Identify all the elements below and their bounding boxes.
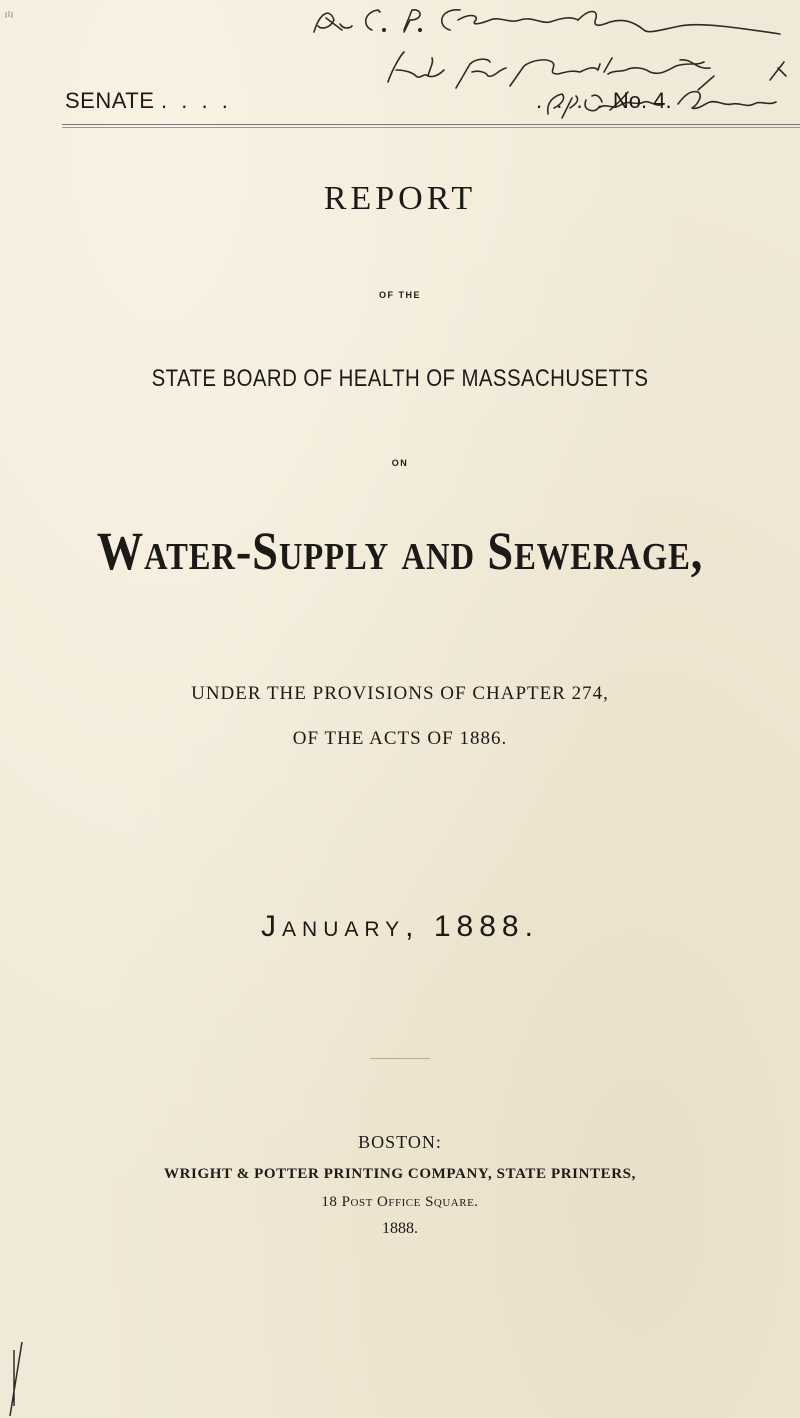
- header-rule-secondary: [62, 127, 800, 128]
- chamber-label: [65, 88, 232, 114]
- chamber-dots: . . . .: [161, 88, 232, 113]
- board-name: STATE BOARD OF HEALTH OF MASSACHUSETTS: [151, 365, 649, 392]
- corner-mark: [0, 0, 40, 30]
- of-the-label: OF THE: [379, 290, 421, 300]
- on-label: ON: [391, 458, 409, 468]
- publication-date: January, 1888.: [261, 910, 539, 943]
- report-subject: Water-Supply and Sewerage,: [96, 521, 704, 581]
- report-heading: REPORT: [323, 180, 477, 217]
- number-value: No. 4.: [612, 88, 672, 113]
- chamber-name: SENATE: [65, 88, 155, 113]
- imprint-address: 18 Post Office Square.: [321, 1194, 479, 1210]
- imprint-printer: WRIGHT & POTTER PRINTING COMPANY, STATE PRINTERS,: [164, 1166, 636, 1182]
- binding-mark: [0, 1320, 40, 1418]
- imprint-year: 1888.: [382, 1220, 418, 1237]
- imprint-city: BOSTON:: [358, 1132, 442, 1152]
- provisions-line-1: UNDER THE PROVISIONS OF CHAPTER 274,: [191, 683, 609, 704]
- provisions-line-2: OF THE ACTS OF 1886.: [292, 728, 508, 749]
- header-rule: [62, 124, 800, 125]
- document-number: [536, 88, 672, 114]
- number-dots: . . . .: [536, 88, 607, 113]
- faint-rule: [370, 1058, 430, 1059]
